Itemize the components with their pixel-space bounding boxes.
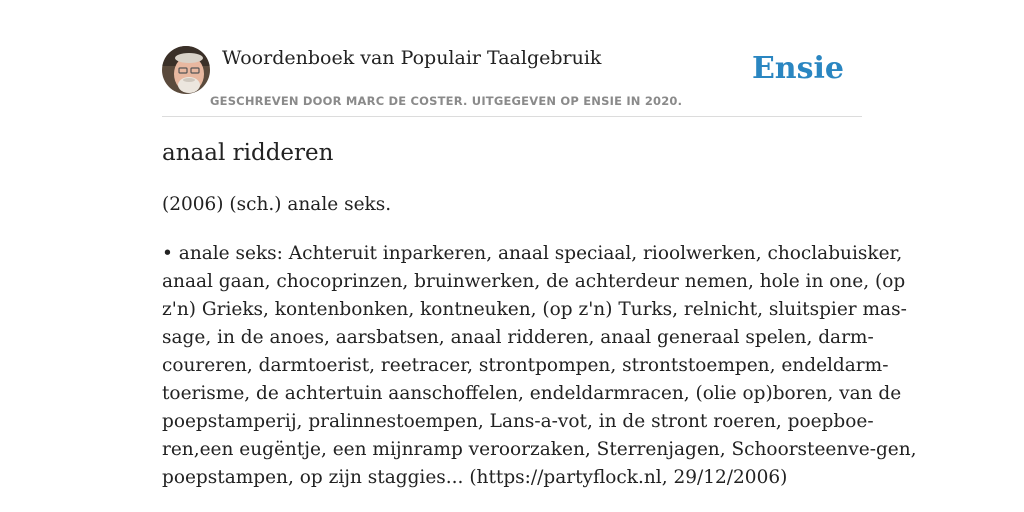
entry-body [162,240,917,492]
ensie-logo[interactable]: Ensie [751,51,844,86]
body-line: • anale seks: Achteruit inparkeren, anaal speciaal, rioolwerken, choclabuisker, [162,243,903,264]
author-avatar[interactable] [162,46,210,94]
body-line: sage, in de anoes, aarsbatsen, anaal ridderen, anaal generaal spelen, darm- [162,327,874,348]
body-line: coureren, darmtoerist, reetracer, strontpompen, strontstoempen, endeldarm- [162,355,889,376]
body-line: poepstamperij, pralinnestoempen, Lans-a-vot, in de stront roeren, poepboe- [162,411,874,432]
body-line: anaal gaan, chocoprinzen, bruinwerken, de achterdeur nemen, hole in one, (op [162,271,906,292]
entry-definition: (2006) (sch.) anale seks. [162,194,392,215]
body-line: toerisme, de achtertuin aanschoffelen, endeldarmracen, (olie op)boren, van de [162,383,902,404]
book-title[interactable]: Woordenboek van Populair Taalgebruik [222,47,602,69]
author-byline: GESCHREVEN DOOR MARC DE COSTER. UITGEGEVEN OP ENSIE IN 2020. [210,94,683,108]
body-line: z'n) Grieks, kontenbonken, kontneuken, (op z'n) Turks, relnicht, sluitspier mas- [162,299,907,320]
body-line: poepstampen, op zijn staggies... (https://partyflock.nl, 29/12/2006) [162,467,788,488]
body-line: ren,een eugëntje, een mijnramp veroorzaken, Sterrenjagen, Schoorsteenve-gen, [162,439,917,460]
book-header [162,46,862,117]
entry-title: anaal ridderen [162,140,334,166]
